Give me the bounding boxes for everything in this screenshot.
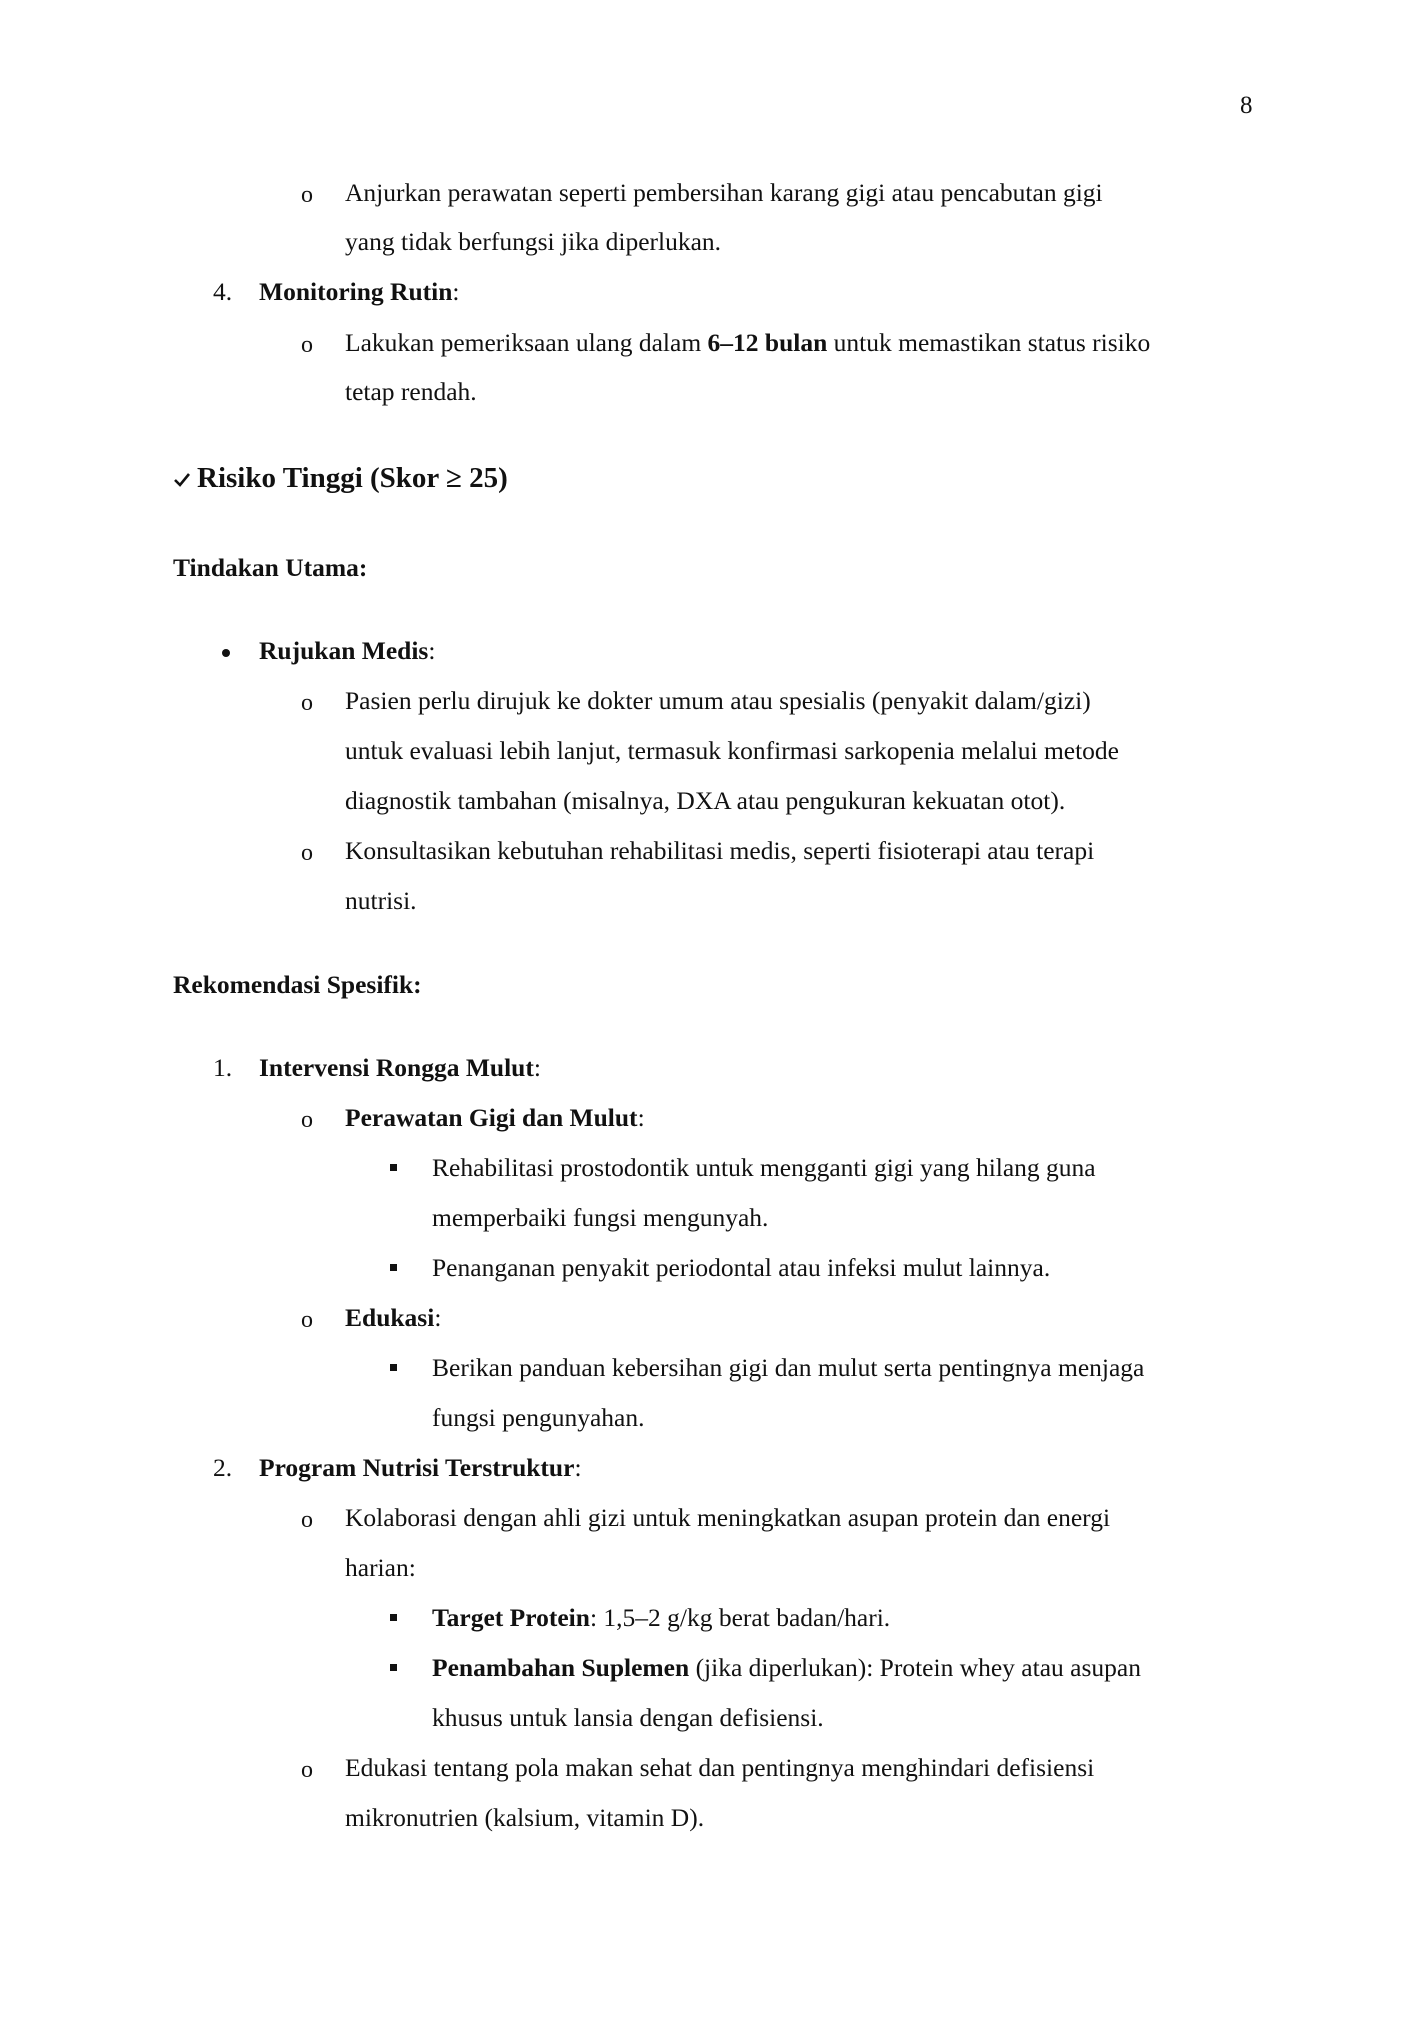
rujukan-p1-line-3: diagnostik tambahan (misalnya, DXA atau pengukuran kekuatan otot).	[345, 786, 1066, 815]
rujukan-p1-line-2: untuk evaluasi lebih lanjut, termasuk konfirmasi sarkopenia melalui metode	[345, 736, 1120, 765]
suplemen-line-1: Penambahan Suplemen (jika diperlukan): Protein whey atau asupan	[432, 1653, 1141, 1682]
penanganan-line: Penanganan penyakit periodontal atau infeksi mulut lainnya.	[432, 1253, 1051, 1282]
list-number: 1.	[213, 1053, 233, 1082]
tindakan-heading: Tindakan Utama:	[173, 553, 368, 582]
list-number: 4.	[213, 277, 233, 306]
monitoring-item-line-1: Lakukan pemeriksaan ulang dalam 6–12 bulan untuk memastikan status risiko	[345, 328, 1151, 357]
edukasi-title: Edukasi:	[345, 1303, 442, 1332]
edukasi-gizi-line-2: mikronutrien (kalsium, vitamin D).	[345, 1803, 705, 1832]
rehab-line-1: Rehabilitasi prostodontik untuk mengganti gigi yang hilang guna	[432, 1153, 1096, 1182]
panduan-line-2: fungsi pengunyahan.	[432, 1403, 645, 1432]
square-bullet	[390, 1264, 397, 1271]
list-number: 2.	[213, 1453, 233, 1482]
intro-line-1: Anjurkan perawatan seperti pembersihan karang gigi atau pencabutan gigi	[345, 178, 1103, 207]
monitoring-title: Monitoring Rutin:	[259, 277, 460, 306]
circle-bullet: o	[301, 332, 313, 358]
rujukan-p2-line-2: nutrisi.	[345, 886, 417, 915]
circle-bullet: o	[301, 840, 313, 866]
nutrisi-title: Program Nutrisi Terstruktur:	[259, 1453, 582, 1482]
edukasi-gizi-line-1: Edukasi tentang pola makan sehat dan pentingnya menghindari defisiensi	[345, 1753, 1095, 1782]
circle-bullet: o	[301, 1307, 313, 1333]
rujukan-title: Rujukan Medis:	[259, 636, 436, 665]
rehab-line-2: memperbaiki fungsi mengunyah.	[432, 1203, 769, 1232]
square-bullet	[390, 1614, 397, 1621]
check-icon	[173, 470, 191, 488]
kolaborasi-line-2: harian:	[345, 1553, 416, 1582]
page-number: 8	[1240, 92, 1253, 119]
circle-bullet: o	[301, 690, 313, 716]
square-bullet	[390, 1664, 397, 1671]
intro-line-2: yang tidak berfungsi jika diperlukan.	[345, 227, 722, 256]
target-protein-line: Target Protein: 1,5–2 g/kg berat badan/hari.	[432, 1603, 891, 1632]
rekomendasi-heading: Rekomendasi Spesifik:	[173, 970, 422, 999]
panduan-line-1: Berikan panduan kebersihan gigi dan mulut serta pentingnya menjaga	[432, 1353, 1145, 1382]
monitoring-item-line-2: tetap rendah.	[345, 377, 477, 406]
perawatan-title: Perawatan Gigi dan Mulut:	[345, 1103, 645, 1132]
risk-heading: Risiko Tinggi (Skor ≥ 25)	[173, 464, 508, 493]
rujukan-p1-line-1: Pasien perlu dirujuk ke dokter umum atau spesialis (penyakit dalam/gizi)	[345, 686, 1091, 715]
intervensi-title: Intervensi Rongga Mulut:	[259, 1053, 541, 1082]
square-bullet	[390, 1164, 397, 1171]
circle-bullet: o	[301, 1107, 313, 1133]
circle-bullet: o	[301, 1757, 313, 1783]
circle-bullet: o	[301, 1507, 313, 1533]
circle-bullet: o	[301, 182, 313, 208]
bullet-dot	[222, 649, 230, 657]
rujukan-p2-line-1: Konsultasikan kebutuhan rehabilitasi medis, seperti fisioterapi atau terapi	[345, 836, 1095, 865]
kolaborasi-line-1: Kolaborasi dengan ahli gizi untuk meningkatkan asupan protein dan energi	[345, 1503, 1111, 1532]
square-bullet	[390, 1364, 397, 1371]
suplemen-line-2: khusus untuk lansia dengan defisiensi.	[432, 1703, 824, 1732]
